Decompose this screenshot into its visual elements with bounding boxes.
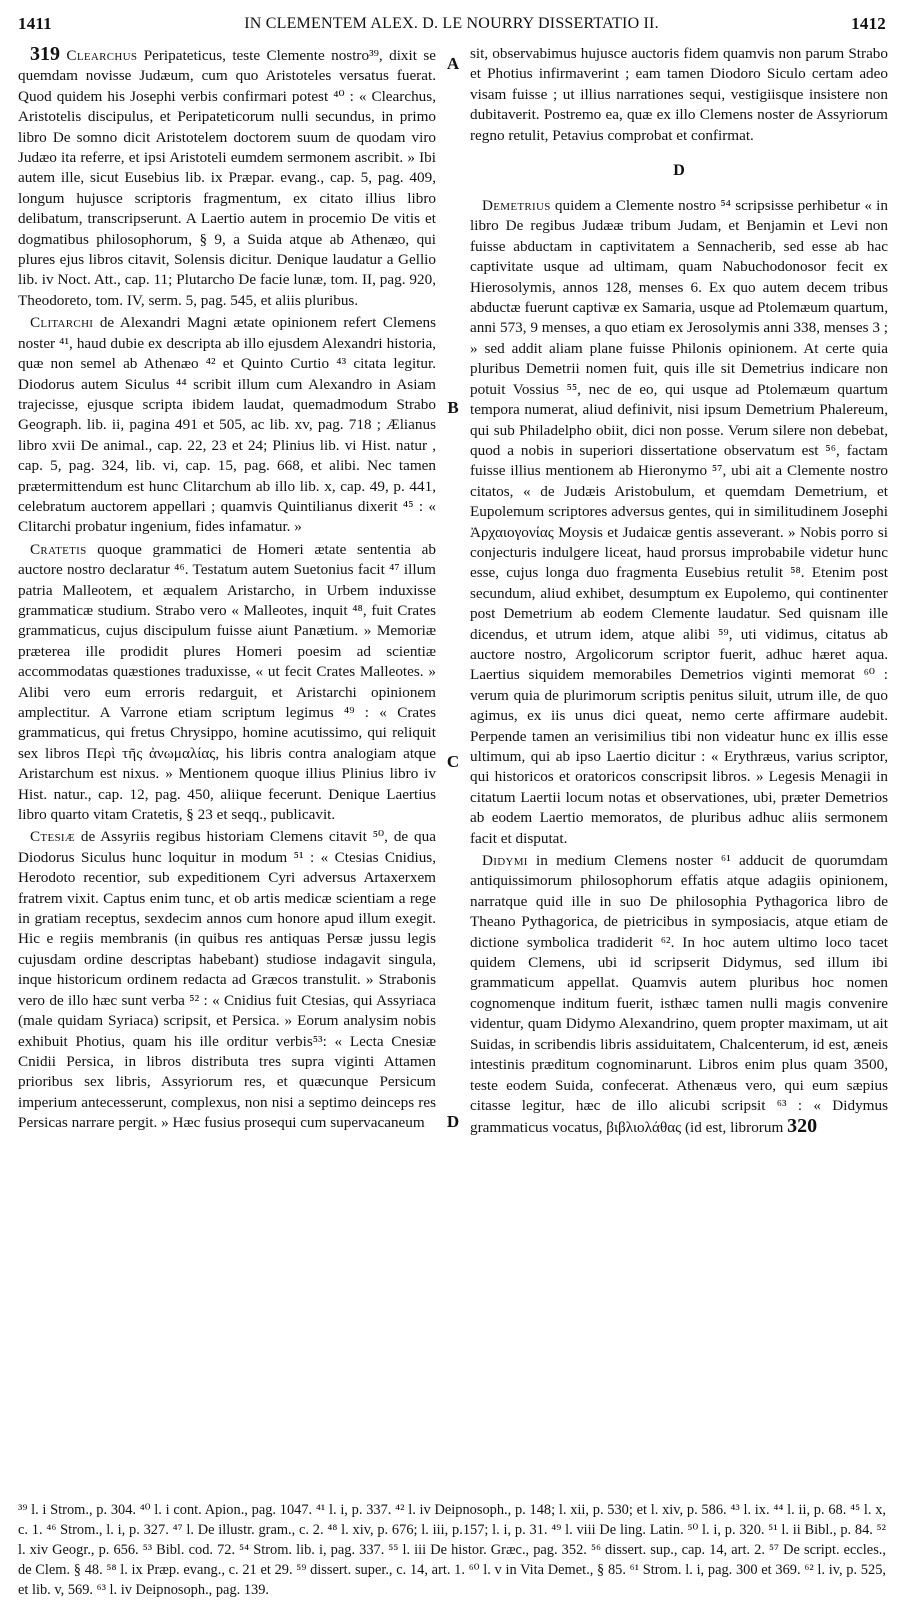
paragraph-text: quoque grammatici de Homeri ætate sententia ab auctore nostro declaratur ⁴⁶. Testatum autem Suetonius facit ⁴⁷ illum patria Malleotem, et æqualem Aristarcho, in Urbem induxisse grammaticæ studium. Strabo vero « Malleotes, inquit ⁴⁸, fuit Crates grammaticus, cujus discipulum fuisse aiunt Panætium. » Memoriæ præterea ille prodidit plures Homeri poesim ad scientiæ accommodatas quæstiones traduxisse, « ut fecit Crates Malleotes. » Alibi vero eum erroris redarguit, et Aristarchi opinionem amplectitur. A Varrone etiam scriptum legimus ⁴⁹ : « Crates grammaticus, qui fretus Chrysippo, homine acutissimo, qui reliquit sex libros Περὶ τῆς ἀνωμαλίας, his libris contra analogiam atque Aristarchum est nixus. » Mentionem quoque illius Plinius libro iv Hist. natur., cap. 12, pag. 450, aliique fecerunt. Denique Laertius libro quarto vitam Cratetis, § 23 et seqq., publicavit. <box>18 540 436 824</box>
column-number-320: 320 <box>787 1115 818 1138</box>
lead-word: Clearchus <box>66 47 138 64</box>
footnotes: ³⁹ l. i Strom., p. 304. ⁴⁰ l. i cont. Apion., pag. 1047. ⁴¹ l. i, p. 337. ⁴² l. iv Deipnosoph., p. 148; l. xii, p. 530; et l. xiv, p. 586. ⁴³ l. ix. ⁴⁴ l. ii, p. 68. ⁴⁵ l. x, c. 1. ⁴⁶ Strom., l. i, p. 327. ⁴⁷ l. De illustr. gram., c. 2. ⁴⁸ l. xiv, p. 676; l. iii, p.157; l. i, p. 31. ⁴⁹ l. viii De ling. Latin. ⁵⁰ l. i, p. 320. ⁵¹ l. ii Bibl., p. 84. ⁵² l. xiv Geogr., p. 656. ⁵³ Bibl. cod. 72. ⁵⁴ Strom. lib. i, pag. 337. ⁵⁵ l. iii De histor. Græc., pag. 352. ⁵⁶ dissert. sup., cap. 14, art. 2. ⁵⁷ De script. eccles., de Clem. § 48. ⁵⁸ l. ix Præp. evang., c. 21 et 29. ⁵⁹ dissert. super., c. 14, art. 1. ⁶⁰ l. v in Vita Demet., § 85. ⁶¹ Strom. l. i, pag. 300 et 369. ⁶² l. iv, p. 525, et lib. v, 569. ⁶³ l. iv Deipnosoph., pag. 139. <box>18 1502 886 1598</box>
column-number-319: 319 <box>30 44 60 65</box>
running-header <box>18 10 886 38</box>
paragraph-didymus <box>470 851 888 1139</box>
left-column <box>18 44 436 1484</box>
right-column <box>470 44 888 1484</box>
left-page-number: 1411 <box>18 14 52 33</box>
lead-word: Didymi <box>482 852 528 870</box>
paragraph-text: de Alexandri Magni ætate opinionem refert Clemens noster ⁴¹, haud dubie ex descripta ab illo ejusdem Alexandri historia, quæ non semel ab Athenæo ⁴² et Quinto Curtio ⁴³ citata legitur. Diodorus autem Siculus ⁴⁴ scribit illum cum Alexandro in Asiam trajecisse, ejusque scripta ibidem laudat, quemadmodum Strabo Geograph. lib. ii, pagina 491 et 505, ac lib. xv, pag. 718 ; Ælianus libro xvii De animal., cap. 22, 23 et 24; Plinius lib. vi Hist. natur , cap. 5, pag. 324, lib. vi, cap. 15, pag. 668, et alibi. Nec tamen prætermittendum est hunc Clitarchum ab illo lib. x, cap. 49, p. 441, celebratum auctorem appellari ; quamvis Quintilianus dixerit ⁴⁵ : « Clitarchi probatur ingenium, fides infamatur. » <box>18 314 436 536</box>
paragraph-crates <box>18 540 436 826</box>
lead-word: Cratetis <box>30 540 87 558</box>
margin-letter-b: B <box>447 398 459 417</box>
margin-letter-d: D <box>446 1112 460 1131</box>
margin-letter-a: A <box>446 54 460 73</box>
paragraph-clearchus <box>18 44 436 311</box>
paragraph-ctesias <box>18 827 436 1133</box>
paragraph-text: Peripateticus, teste Clemente nostro³⁹, dixit se quemdam novisse Judæum, cum quo Aristoteles versatus fuerat. Quod quidem his Josephi verbis confirmari potest ⁴⁰ : « Clearchus, Aristotelis discipulus, et Peripateticorum nulli secundus, in primo libro De somno dicit Aristotelem doctorem suum de quodam viro Judæo ita referre, et ipsi Aristoteli eumdem sermonem ascribit. » Ibi autem ille, sicut Eusebius lib. ix Præpar. evang., cap. 5, pag. 409, longum hujusce scriptoris fragmentum, ex citato illius libro delibatum, transcripserunt. A Laertio autem in procemio De vitis et dogmatibus philosophorum, § 9, a Suida atque ab Athenæo, qui plures ejus libros citavit, Solensis dicitur. Denique laudatur a Gellio lib. iv Noct. Att., cap. 11; Plutarcho De facie lunæ, tom. II, pag. 920, Theodoreto, tom. IV, serm. 5, pag. 545, et aliis pluribus. <box>18 47 436 309</box>
paragraph-text: de Assyriis regibus historiam Clemens citavit ⁵⁰, de qua Diodorus Siculus hunc loquitur in modum ⁵¹ : « Ctesias Cnidius, Herodoto recentior, sub expeditionem Cyri adversus Artaxerxem fratrem vixit. Captus enim tunc, et ob artis medicæ scientiam a rege in gratiam receptus, sexdecim annos cum honore apud illum exegit. Hic e regiis membranis (in quibus res antiquas Persæ jussu legis cujusdam ordine descriptas habebant) studiose indagavit singula, inque historicum ordinem redacta ad Græcos transtulit. » Strabonis vero de illo hæc sunt verba ⁵² : « Cnidius fuit Ctesias, qui Assyriaca (male quidam Syriaca) scripsit, et Persica. » Eorum analysim nobis exhibuit Photius, quam his ille orditur verbis⁵³: « Lecta Cnesiæ Cnidii Persica, in libros distributa tres supra viginti Attamen prioribus sex libris, Assyriorum res, et quæcunque Persicum imperium antecesserunt, complexus, non nisi a septimo deinceps res Persicas narrare pergit. » Hæc fusius prosequi cum supervacaneum <box>18 828 436 1132</box>
paragraph-text: in medium Clemens noster ⁶¹ adducit de quorumdam antiquissimorum philosophorum effatis atque adagiis opinionem, narratque quid ille in suo De philosophia Pythagorica libro de Theano Pythagorica, de pietricibus in symposiacis, atque etiam de dictione symbolica tradiderit ⁶². In hoc autem ultimo loco tacet quidem Clemens, ubi id scripserit Didymus, sed illum ibi grammaticum appellat. Quamvis autem pluribus hoc nomen cognomenque inditum fuerit, isthæc tamen nulli magis convenire videntur, quam Didymo Alexandrino, quem propter maximam, ut ait Suidas, in scribendis libris assiduitatem, Chalcenterum, id est, æneis intestinis præditum cognominarunt. Libros enim plus quam 3500, teste eodem Suida, confecerat. Athenæus vero, qui eum sæpius citasse legitur, hæc de illo alicubi scripsit ⁶³ : « Didymus grammaticus vocatus, βιβλιολάθας (id est, librorum <box>470 852 888 1137</box>
lead-word: Ctesiæ <box>30 828 75 846</box>
paragraph-continuation: sit, observabimus hujusce auctoris fidem quamvis non parum Strabo et Photius infirmaverint ; eam tamen Diodoro Siculo certam adeo visam fuisse ; ut illius narrationes sequi, vestigiisque insistere non dubitaverit. Postremo ea, quæ ex illo Clemens noster de Assyriorum regno retulit, Petavius comprobat et confirmat. <box>470 45 888 144</box>
paragraph-demetrius <box>470 196 888 849</box>
paragraph-clitarchus <box>18 313 436 537</box>
section-letter-d: D <box>673 162 685 180</box>
lead-word: Demetrius <box>482 197 551 215</box>
running-title: IN CLEMENTEM ALEX. D. LE NOURRY DISSERTATIO II. <box>244 15 659 32</box>
paragraph-text: quidem a Clemente nostro ⁵⁴ scripsisse perhibetur « in libro De regibus Judææ tribum Judam, et Benjamin et Levi non fuisse abductam in captivitatem a Sennacherib, sed esse ab hac captivitate usque ad ultimam, quam Nabuchodonosor fecit ex Hierosolymis, annos 128, menses 6. Ex quo autem decem tribus abductæ fuerunt captivæ ex Samaria, usque ad Ptolemæum quartum, anni 573, 9 menses, a quo etiam ex Jerosolymis anni 338, menses 3 ; » sed addit aliam plane fuisse Philonis opinionem. At certe quia pluribus Demetrii nomen fuit, quis ille sit Demetrius indicare non potuit Vossius ⁵⁵, nec de eo, qui usque ad Ptolemæum quartum tempora numerat, aliud definivit, nisi ipsum Demetrium Phalereum, qui sub Philadelpho obiit, dici non posse. Verum silere non debebat, quod a nobis in superiori dissertatione observatum est ⁵⁶, factam fuisse illius mentionem ab Hieronymo ⁵⁷, ubi ait a Clemente nostro citatos, « de Judæis Aristobulum, et quemdam Demetrium, et Eupolemum scriptores adversus gentes, qui in similitudinem Josephi Ἀρχαιογονίας Moysis et Judaicæ gentis asseverant. » Nobis porro si conjecturis indulgere liceat, haud prorsus improbabile videtur hunc esse, cujus longa duo fragmenta Eusebius retulit ⁵⁸. Etenim post secundum, aliud exhibet, desumptum ex Eupolemo, qui continenter post Demetrium ab eodem Clemente laudatur. Sed quisnam ille dicendus, et utrum idem, atque alibi ⁵⁹, uti vidimus, citatus ab auctore nostro, Argolicorum scriptor fuerit, adhuc hæret aqua. Laertius siquidem memorabiles Demetrios viginti memorat ⁶⁰ : verum quia de plurimorum scriptis penitus siluit, utrum ille, de quo agimus, ex iis unus dici queat, nemo certe affirmare audebit. Perpende tamen an verisimilius tibi non videatur hunc ex illis esse ultimum, qui ab ipso Laertio dicitur : « Erythræus, varius scriptor, qui historicos et oratoricos conscripsit libros. » Legesis Menagii in citatum Laertii locum notas et observationes, ubi, præter Demetrios ab eodem Laertio memoratos, de pluribus adhuc aliis sermonem facit et disputat. <box>470 197 888 847</box>
right-page-number: 1412 <box>851 14 886 33</box>
lead-word: Clitarchi <box>30 314 94 332</box>
margin-letter-c: C <box>446 752 460 771</box>
